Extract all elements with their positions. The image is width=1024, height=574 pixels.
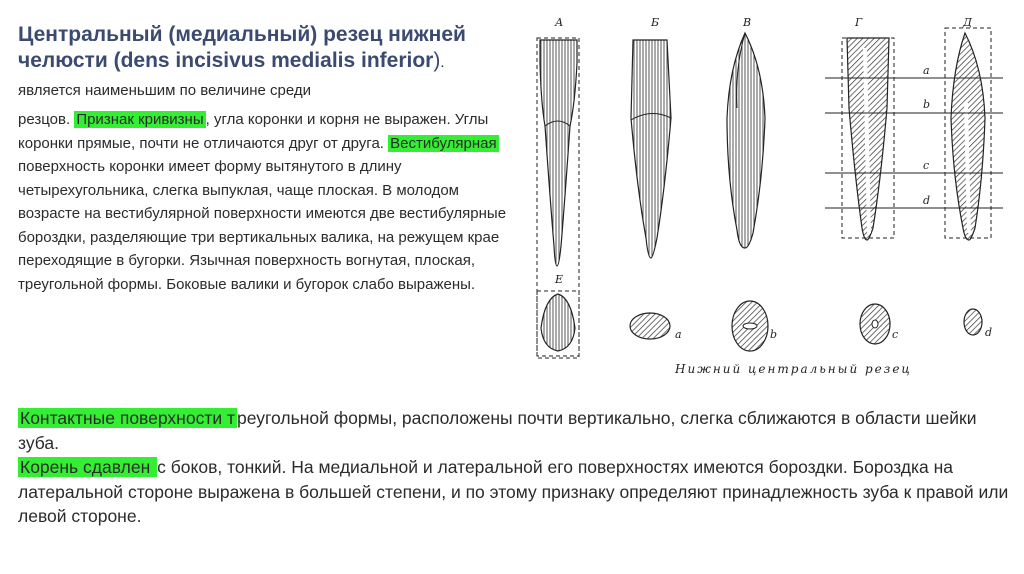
highlight-contact-surfaces: Контактные поверхности т xyxy=(20,408,235,428)
label-e: Е xyxy=(555,273,564,286)
desc-part-2: , угла коронки и корня не выражен. Углы коронки прямые, почти не отличаются друг от друга. xyxy=(18,111,489,152)
highlight-root: Корень сдавлен xyxy=(20,457,156,477)
section-mark-d: d xyxy=(923,194,931,207)
tooth-view-g-sectioned xyxy=(842,16,894,240)
label-g: Г xyxy=(855,16,863,29)
bottom-text-1: реугольной формы, расположены почти вертикально, слегка сближаются в области шейки зуба. xyxy=(18,408,977,453)
label-d: Д xyxy=(963,16,972,29)
cross-sections xyxy=(630,301,992,351)
tooth-view-v xyxy=(727,16,765,248)
section-mark-b: b xyxy=(923,98,931,111)
slide-title xyxy=(18,22,508,104)
tooth-view-d-sectioned xyxy=(945,16,991,240)
highlight-curvature: Признак кривизны xyxy=(76,111,204,128)
title-rest: . является наименьшим по величине среди xyxy=(18,54,445,99)
cross-section-a-label: a xyxy=(675,328,682,341)
label-v: В xyxy=(743,16,752,29)
cross-section-c-label: c xyxy=(892,328,899,341)
cross-section-d-label: d xyxy=(985,326,993,339)
tooth-view-b xyxy=(631,16,671,258)
title-bold: Центральный (медиальный) резец нижней челюсти (dens incisivus medialis inferior xyxy=(18,23,466,72)
label-a: А xyxy=(555,16,564,29)
description-paragraph xyxy=(18,108,513,296)
bottom-paragraph xyxy=(18,406,1013,529)
desc-part-3: поверхность коронки имеет форму вытянутого в длину четырехугольника, слегка выпуклая, чаще плоская. В молодом возрасте на вестибулярной поверхности имеются две вестибулярные бороздки, разделяющие три вертикальных валика, на режущем крае переходящие в бугорки. Язычная поверхность вогнутая, плоская, треугольной формы. Боковые валики и бугорок слабо выражены. xyxy=(18,158,507,293)
tooth-illustration xyxy=(525,8,1005,393)
cross-section-b-label: b xyxy=(770,328,778,341)
section-mark-c: c xyxy=(923,159,930,172)
section-mark-a: a xyxy=(923,64,930,77)
tooth-view-e xyxy=(537,273,579,356)
title-paren: ) xyxy=(433,49,441,72)
highlight-vestibular: Вестибулярная xyxy=(390,134,497,152)
figure-caption: Нижний центральный резец xyxy=(675,362,912,376)
label-b: Б xyxy=(651,16,660,29)
desc-part-1: резцов. xyxy=(18,111,75,128)
bottom-text-2: с боков, тонкий. На медиальной и латеральной его поверхностях имеются бороздки. Бороздка на латеральной стороне выражена в большей степени, и по этому признаку определяют принадлежность зуба к правой или левой стороне. xyxy=(18,457,1009,526)
